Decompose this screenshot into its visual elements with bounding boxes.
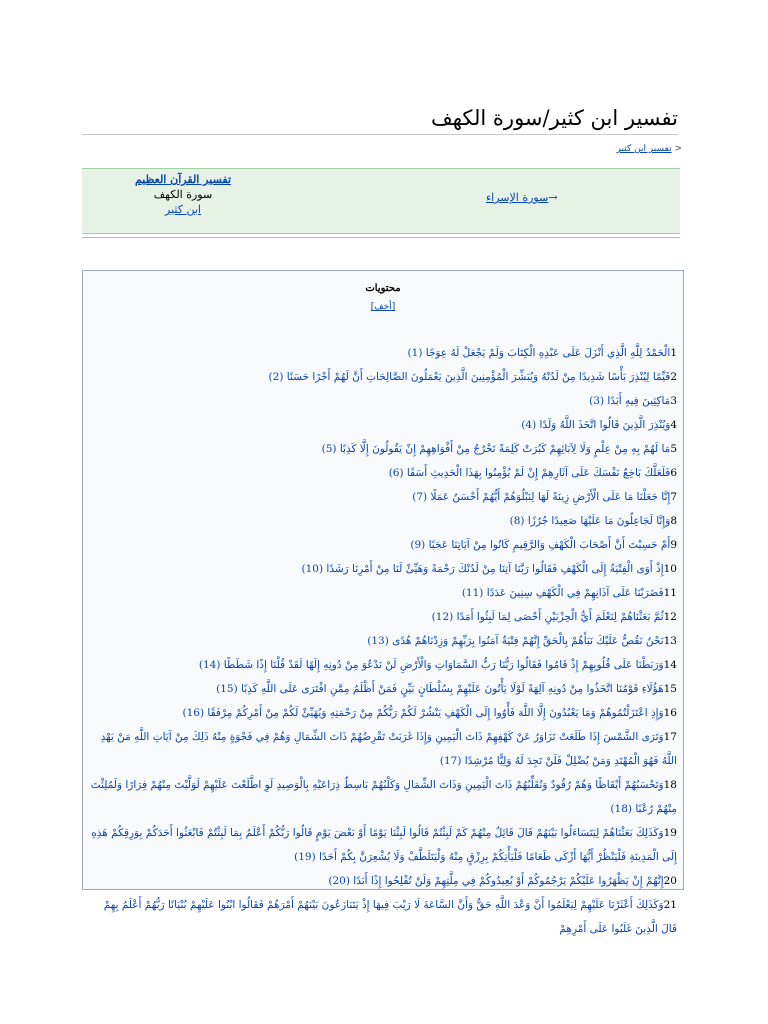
verse-number: 11	[663, 587, 677, 599]
verse-link[interactable]: إِنَّا جَعَلْنَا مَا عَلَى الْأَرْضِ زِينَةً لَهَا لِنَبْلُوَهُمْ أَيُّهُمْ أَحْسَنُ عَمَلًا (7)	[412, 491, 671, 503]
verse-number: 3	[670, 395, 677, 407]
verse-link[interactable]: وَكَذَلِكَ أَعْثَرْنَا عَلَيْهِمْ لِيَعْلَمُوا أَنَّ وَعْدَ اللَّهِ حَقٌّ وَأَنَّ السَّاعَةَ لَا رَيْبَ فِيهَا إِذْ يَتَنَازَعُونَ بَيْنَهُمْ أَمْرَهُمْ فَقَالُوا ابْنُوا عَلَيْهِمْ بُنْيَانًا رَبُّهُمْ أَعْلَمُ بِهِمْ قَالَ الَّذِينَ غَلَبُوا عَلَى أَمْرِهِمْ	[103, 899, 677, 935]
header-box	[82, 168, 680, 234]
verse-item[interactable]	[89, 605, 677, 629]
verse-number: 12	[663, 611, 677, 623]
verse-number: 16	[663, 707, 677, 719]
verse-link[interactable]: مَا لَهُمْ بِهِ مِنْ عِلْمٍ وَلَا لِآبَائِهِمْ كَبُرَتْ كَلِمَةً تَخْرُجُ مِنْ أَفْوَاهِهِمْ إِنْ يَقُولُونَ إِلَّا كَذِبًا (5)	[321, 443, 671, 455]
verse-number: 1	[670, 347, 677, 359]
verse-item[interactable]	[89, 653, 677, 677]
verse-number: 5	[670, 443, 677, 455]
verse-number: 8	[670, 515, 677, 527]
verse-number: 19	[663, 827, 677, 839]
verse-link[interactable]: أَمْ حَسِبْتَ أَنَّ أَصْحَابَ الْكَهْفِ وَالرَّقِيمِ كَانُوا مِنْ آيَاتِنَا عَجَبًا (9)	[410, 539, 671, 551]
verse-number: 4	[670, 419, 677, 431]
verse-link[interactable]: وَتَرَى الشَّمْسَ إِذَا طَلَعَتْ تَزَاوَرُ عَنْ كَهْفِهِمْ ذَاتَ الْيَمِينِ وَإِذَا غَرَبَتْ تَقْرِضُهُمْ ذَاتَ الشِّمَالِ وَهُمْ فِي فَجْوَةٍ مِنْهُ ذَلِكَ مِنْ آيَاتِ اللَّهِ مَنْ يَهْدِ اللَّهُ فَهُوَ الْمُهْتَدِ وَمَنْ يُضْلِلْ فَلَنْ تَجِدَ لَهُ وَلِيًّا مُرْشِدًا (17)	[100, 731, 677, 767]
verse-number: 20	[663, 875, 677, 887]
verse-link[interactable]: نَحْنُ نَقُصُّ عَلَيْكَ نَبَأَهُمْ بِالْحَقِّ إِنَّهُمْ فِتْيَةٌ آمَنُوا بِرَبِّهِمْ وَزِدْنَاهُمْ هُدًى (13)	[367, 635, 664, 647]
verse-item[interactable]	[89, 869, 677, 893]
verse-item[interactable]	[89, 773, 677, 821]
prev-surah-link[interactable]: سورة الإسراء	[486, 191, 549, 204]
verse-link[interactable]: هَؤُلَاءِ قَوْمُنَا اتَّخَذُوا مِنْ دُونِهِ آلِهَةً لَوْلَا يَأْتُونَ عَلَيْهِمْ بِسُلْطَانٍ بَيِّنٍ فَمَنْ أَظْلَمُ مِمَّنِ افْتَرَى عَلَى اللَّهِ كَذِبًا (15)	[216, 683, 664, 695]
page-title: تفسير ابن كثير/سورة الكهف	[82, 106, 678, 135]
verse-item[interactable]	[89, 581, 677, 605]
verse-item[interactable]	[89, 341, 677, 365]
verse-link[interactable]: وَيُنْذِرَ الَّذِينَ قَالُوا اتَّخَذَ اللَّهُ وَلَدًا (4)	[521, 419, 671, 431]
verse-number: 9	[670, 539, 677, 551]
verse-link[interactable]: مَاكِثِينَ فِيهِ أَبَدًا (3)	[589, 395, 671, 407]
verse-item[interactable]	[89, 485, 677, 509]
verse-item[interactable]	[89, 893, 677, 941]
author-link[interactable]: ابن كثير	[165, 203, 201, 216]
verse-item[interactable]	[89, 461, 677, 485]
verse-number: 7	[670, 491, 677, 503]
verse-item[interactable]	[89, 677, 677, 701]
toc-title: محتويات	[365, 283, 401, 294]
verse-link[interactable]: ثُمَّ بَعَثْنَاهُمْ لِنَعْلَمَ أَيُّ الْحِزْبَيْنِ أَحْصَى لِمَا لَبِثُوا أَمَدًا (12)	[431, 611, 664, 623]
verse-number: 17	[663, 731, 677, 743]
verse-item[interactable]	[89, 821, 677, 869]
verse-number: 21	[663, 899, 677, 911]
verse-item[interactable]	[89, 629, 677, 653]
verse-number: 15	[663, 683, 677, 695]
verse-link[interactable]: وَكَذَلِكَ بَعَثْنَاهُمْ لِيَتَسَاءَلُوا بَيْنَهُمْ قَالَ قَائِلٌ مِنْهُمْ كَمْ لَبِثْتُمْ قَالُوا لَبِثْنَا يَوْمًا أَوْ بَعْضَ يَوْمٍ قَالُوا رَبُّكُمْ أَعْلَمُ بِمَا لَبِثْتُمْ فَابْعَثُوا أَحَدَكُمْ بِوَرِقِكُمْ هَذِهِ إِلَى الْمَدِينَةِ فَلْيَنْظُرْ أَيُّهَا أَزْكَى طَعَامًا فَلْيَأْتِكُمْ بِرِزْقٍ مِنْهُ وَلْيَتَلَطَّفْ وَلَا يُشْعِرَنَّ بِكُمْ أَحَدًا (19)	[91, 827, 677, 863]
arrow-icon: →	[548, 191, 558, 204]
verse-number: 14	[663, 659, 677, 671]
toc-toggle	[83, 302, 683, 312]
verse-item[interactable]	[89, 413, 677, 437]
verse-link[interactable]: إِذْ أَوَى الْفِتْيَةُ إِلَى الْكَهْفِ فَقَالُوا رَبَّنَا آتِنَا مِنْ لَدُنْكَ رَحْمَةً وَهَيِّئْ لَنَا مِنْ أَمْرِنَا رَشَدًا (10)	[301, 563, 664, 575]
verse-item[interactable]	[89, 533, 677, 557]
verse-link[interactable]: الْحَمْدُ لِلَّهِ الَّذِي أَنْزَلَ عَلَى عَبْدِهِ الْكِتَابَ وَلَمْ يَجْعَلْ لَهُ عِوَجًا (1)	[407, 347, 671, 359]
book-title-link[interactable]: تفسير القرآن العظيم	[134, 173, 232, 186]
verse-number: 6	[670, 467, 677, 479]
breadcrumb	[617, 144, 682, 154]
prev-surah-nav[interactable]	[486, 191, 558, 204]
verse-item[interactable]	[89, 725, 677, 773]
surah-name: سورة الكهف	[153, 188, 213, 201]
header-center	[128, 173, 238, 216]
verse-link[interactable]: وَإِنَّا لَجَاعِلُونَ مَا عَلَيْهَا صَعِيدًا جُرُزًا (8)	[509, 515, 671, 527]
verse-item[interactable]	[89, 365, 677, 389]
verse-item[interactable]	[89, 557, 677, 581]
verse-link[interactable]: فَلَعَلَّكَ بَاخِعٌ نَفْسَكَ عَلَى آثَارِهِمْ إِنْ لَمْ يُؤْمِنُوا بِهَذَا الْحَدِيثِ أَسَفًا (6)	[388, 467, 671, 479]
breadcrumb-link[interactable]: تفسير ابن كثير	[616, 144, 672, 154]
verse-number: 18	[663, 779, 677, 791]
verse-item[interactable]	[89, 509, 677, 533]
toc-hide-toggle[interactable]: [أخف]	[370, 302, 396, 312]
verse-link[interactable]: وَتَحْسَبُهُمْ أَيْقَاظًا وَهُمْ رُقُودٌ وَنُقَلِّبُهُمْ ذَاتَ الْيَمِينِ وَذَاتَ الشِّمَالِ وَكَلْبُهُمْ بَاسِطٌ ذِرَاعَيْهِ بِالْوَصِيدِ لَوِ اطَّلَعْتَ عَلَيْهِمْ لَوَلَّيْتَ مِنْهُمْ فِرَارًا وَلَمُلِئْتَ مِنْهُمْ رُعْبًا (18)	[90, 779, 677, 815]
verse-link[interactable]: قَيِّمًا لِيُنْذِرَ بَأْسًا شَدِيدًا مِنْ لَدُنْهُ وَيُبَشِّرَ الْمُؤْمِنِينَ الَّذِينَ يَعْمَلُونَ الصَّالِحَاتِ أَنَّ لَهُمْ أَجْرًا حَسَنًا (2)	[268, 371, 671, 383]
verse-list	[89, 341, 677, 941]
verse-link[interactable]: وَإِذِ اعْتَزَلْتُمُوهُمْ وَمَا يَعْبُدُونَ إِلَّا اللَّهَ فَأْوُوا إِلَى الْكَهْفِ يَنْشُرْ لَكُمْ رَبُّكُمْ مِنْ رَحْمَتِهِ وَيُهَيِّئْ لَكُمْ مِنْ أَمْرِكُمْ مِرْفَقًا (16)	[182, 707, 664, 719]
verse-item[interactable]	[89, 389, 677, 413]
verse-link[interactable]: فَضَرَبْنَا عَلَى آذَانِهِمْ فِي الْكَهْفِ سِنِينَ عَدَدًا (11)	[461, 587, 664, 599]
verse-link[interactable]: إِنَّهُمْ إِنْ يَظْهَرُوا عَلَيْكُمْ يَرْجُمُوكُمْ أَوْ يُعِيدُوكُمْ فِي مِلَّتِهِمْ وَلَنْ تُفْلِحُوا إِذًا أَبَدًا (20)	[328, 875, 664, 887]
verse-link[interactable]: وَرَبَطْنَا عَلَى قُلُوبِهِمْ إِذْ قَامُوا فَقَالُوا رَبُّنَا رَبُّ السَّمَاوَاتِ وَالْأَرْضِ لَنْ نَدْعُوَ مِنْ دُونِهِ إِلَهًا لَقَدْ قُلْنَا إِذًا شَطَطًا (14)	[198, 659, 664, 671]
verse-number: 2	[670, 371, 677, 383]
verse-number: 13	[663, 635, 677, 647]
divider	[82, 237, 680, 238]
breadcrumb-prefix: <	[674, 144, 682, 154]
toc-box	[82, 270, 684, 935]
verse-item[interactable]	[89, 437, 677, 461]
verse-number: 10	[663, 563, 677, 575]
verse-item[interactable]	[89, 701, 677, 725]
